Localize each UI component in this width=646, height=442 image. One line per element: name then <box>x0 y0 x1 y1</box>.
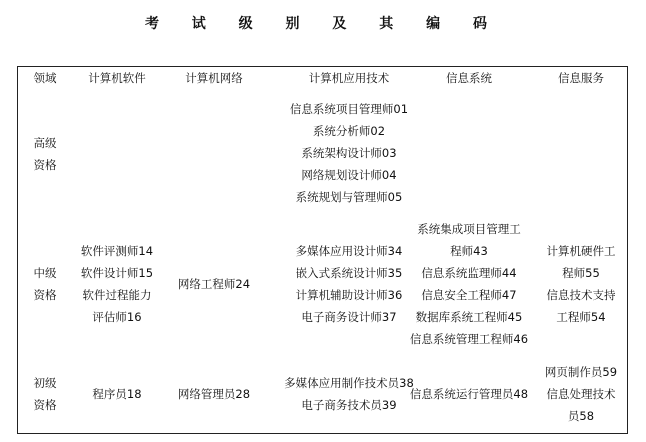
intermediate-network-cell <box>166 273 262 295</box>
cert-entry: 数据库系统工程师45 <box>415 310 523 324</box>
row-level-senior <box>22 132 68 176</box>
cert-entry: 信息系统监理师44 <box>421 266 517 280</box>
cert-entry: 软件过程能力 <box>82 288 152 302</box>
cert-entry: 信息系统管理工程师46 <box>409 332 529 346</box>
row-level-intermediate <box>22 262 68 306</box>
cert-entry: 网络规划设计师04 <box>301 168 397 182</box>
cert-entry: 电子商务技术员39 <box>301 398 397 412</box>
cert-entry: 多媒体应用设计师34 <box>295 244 403 258</box>
level-line: 中级 <box>33 266 57 280</box>
level-line: 高级 <box>33 136 57 150</box>
intermediate-service-cell <box>538 240 624 328</box>
header-application: 计算机应用技术 <box>308 71 390 85</box>
intermediate-software-cell <box>72 240 162 328</box>
cert-entry: 系统集成项目管理工 <box>417 222 521 236</box>
cert-entry: 系统架构设计师03 <box>301 146 397 160</box>
cert-entry: 程师43 <box>450 244 488 258</box>
cert-entry: 信息技术支持 <box>546 288 616 302</box>
cert-entry: 程序员18 <box>92 387 142 401</box>
cert-entry: 程师55 <box>562 266 600 280</box>
cert-entry: 软件评测师14 <box>80 244 154 258</box>
junior-service-cell <box>538 361 624 427</box>
cert-entry: 信息系统运行管理员48 <box>409 387 529 401</box>
header-service: 信息服务 <box>558 71 604 85</box>
junior-software-cell <box>72 383 162 405</box>
cert-entry: 评估师16 <box>92 310 142 324</box>
cert-entry: 系统规划与管理师05 <box>295 190 403 204</box>
level-line: 初级 <box>33 376 57 390</box>
cert-entry: 信息安全工程师47 <box>421 288 517 302</box>
level-line: 资格 <box>33 398 57 412</box>
cert-entry: 计算机辅助设计师36 <box>295 288 403 302</box>
page-title: 考 试 级 别 及 其 编 码 <box>144 16 502 32</box>
cert-entry: 信息系统项目管理师01 <box>289 102 409 116</box>
cert-entry: 网络工程师24 <box>177 277 251 291</box>
cert-entry: 软件设计师15 <box>80 266 154 280</box>
cert-entry: 工程师54 <box>556 310 606 324</box>
cert-entry: 信息处理技术 <box>546 387 616 401</box>
cert-entry: 嵌入式系统设计师35 <box>295 266 403 280</box>
junior-system-cell <box>400 383 538 405</box>
cert-entry: 系统分析师02 <box>312 124 386 138</box>
cert-entry: 员58 <box>567 409 595 423</box>
cert-entry: 电子商务设计师37 <box>301 310 397 324</box>
cert-entry: 网络管理员28 <box>177 387 251 401</box>
intermediate-system-cell <box>400 218 538 350</box>
header-software: 计算机软件 <box>88 71 146 85</box>
senior-system-cell <box>262 98 436 208</box>
junior-network-cell <box>166 383 262 405</box>
header-system: 信息系统 <box>446 71 492 85</box>
cert-entry: 网页制作员59 <box>544 365 618 379</box>
cert-entry: 多媒体应用制作技术员38 <box>284 376 414 390</box>
cert-entry: 计算机硬件工 <box>546 244 616 258</box>
header-field: 领域 <box>33 71 57 85</box>
level-line: 资格 <box>33 158 57 172</box>
row-level-junior <box>22 372 68 416</box>
header-network: 计算机网络 <box>185 71 243 85</box>
level-line: 资格 <box>33 288 57 302</box>
